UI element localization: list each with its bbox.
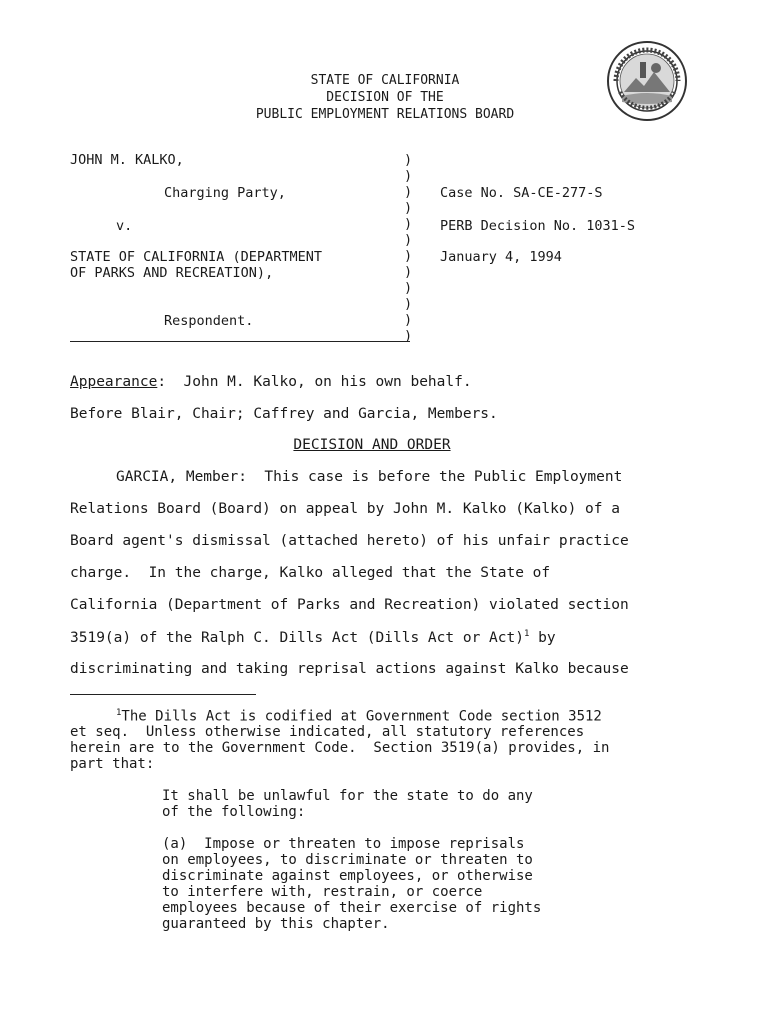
quote-a-line-6: guaranteed by this chapter. <box>162 916 390 932</box>
quote-intro-line-1: It shall be unlawful for the state to do any <box>162 788 533 804</box>
footnote-line-1-text: The Dills Act is codified at Government Code section 3512 <box>121 708 602 725</box>
appearance-label: Appearance <box>70 374 158 390</box>
caption-rule <box>70 341 410 342</box>
appearance-text: : John M. Kalko, on his own behalf. <box>157 374 472 390</box>
decision-number: PERB Decision No. 1031-S <box>440 218 636 234</box>
versus-label: v. <box>116 218 133 234</box>
body-line-6-tail: by <box>529 629 556 646</box>
respondent-role: Respondent. <box>164 313 254 329</box>
body-line-2: Relations Board (Board) on appeal by John M. Kalko (Kalko) of a <box>70 501 620 517</box>
footnote-line-4: part that: <box>70 756 155 772</box>
header-decision: DECISION OF THE <box>326 90 444 105</box>
body-line-4: charge. In the charge, Kalko alleged that the State of <box>70 565 551 581</box>
body-line-1: GARCIA, Member: This case is before the Public Employment <box>116 469 623 485</box>
body-line-6 <box>70 629 556 646</box>
panel-members: Before Blair, Chair; Caffrey and Garcia, Members. <box>70 406 498 422</box>
footnote-line-1 <box>116 708 602 725</box>
header-board: PUBLIC EMPLOYMENT RELATIONS BOARD <box>255 107 515 122</box>
decision-date: January 4, 1994 <box>440 249 562 265</box>
appearance-line <box>70 374 472 390</box>
body-line-5: California (Department of Parks and Recreation) violated section <box>70 597 629 613</box>
quote-intro-line-2: of the following: <box>162 804 306 820</box>
charging-party-role: Charging Party, <box>164 185 286 201</box>
footnote-line-2: et seq. Unless otherwise indicated, all statutory references <box>70 724 585 740</box>
footnote-marker: 1 <box>116 708 122 718</box>
footnote-reference: 1 <box>523 629 530 639</box>
footnote-line-3: herein are to the Government Code. Section 3519(a) provides, in <box>70 740 610 756</box>
quote-a-line-4: to interfere with, restrain, or coerce <box>162 884 483 900</box>
case-number: Case No. SA-CE-277-S <box>440 185 603 201</box>
body-line-3: Board agent's dismissal (attached hereto) of his unfair practice <box>70 533 629 549</box>
footnote-divider <box>70 694 256 695</box>
body-line-6-text: 3519(a) of the Ralph C. Dills Act (Dills Act or Act) <box>70 629 524 646</box>
body-line-7: discriminating and taking reprisal actions against Kalko because <box>70 661 629 677</box>
quote-a-line-2: on employees, to discriminate or threaten to <box>162 852 533 868</box>
respondent-name-line2: OF PARKS AND RECREATION), <box>70 265 274 281</box>
respondent-name-line1: STATE OF CALIFORNIA (DEPARTMENT <box>70 249 322 265</box>
quote-a-line-3: discriminate against employees, or otherwise <box>162 868 533 884</box>
header-state: STATE OF CALIFORNIA <box>310 73 460 88</box>
charging-party-name: JOHN M. KALKO, <box>70 152 184 168</box>
quote-a-line-5: employees because of their exercise of rights <box>162 900 542 916</box>
section-title: DECISION AND ORDER <box>293 437 451 453</box>
quote-a-line-1: (a) Impose or threaten to impose reprisals <box>162 836 525 852</box>
caption-bracket-column: ) ) ) ) ) ) ) ) ) ) ) ) <box>404 152 413 344</box>
